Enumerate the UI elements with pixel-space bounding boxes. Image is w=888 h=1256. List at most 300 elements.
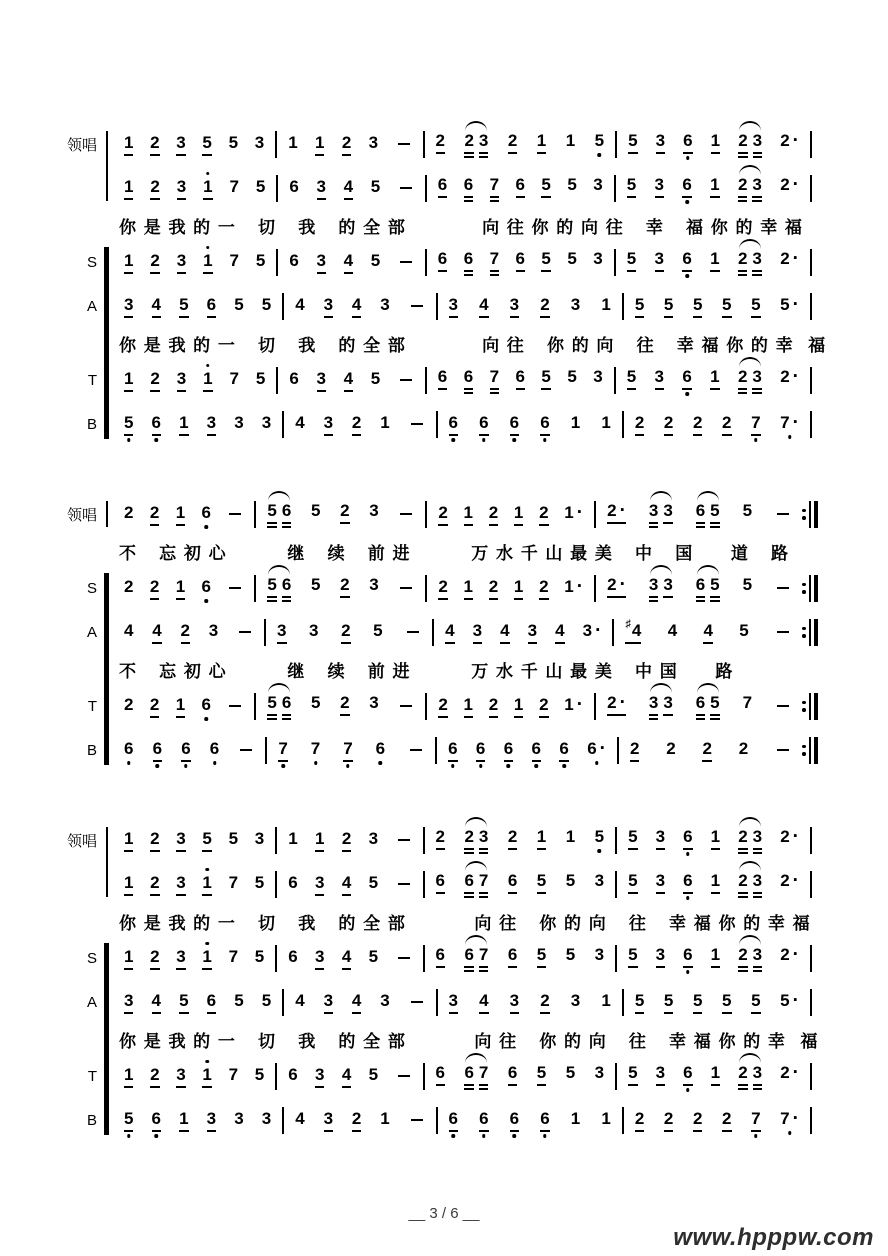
note-digit: 5: [628, 944, 638, 964]
measures-row: [106, 1107, 818, 1134]
note-digit: 3: [309, 620, 319, 640]
note-digit: 5: [179, 294, 189, 314]
note: [317, 369, 326, 392]
note: [324, 991, 333, 1014]
staff-line: [58, 122, 818, 166]
measure: [620, 617, 796, 644]
note: [539, 577, 548, 600]
note-digit: 5: [663, 294, 674, 314]
note: [289, 369, 298, 389]
note: [256, 251, 265, 271]
note-digit: 4: [479, 990, 489, 1010]
note-digit: 5: [634, 294, 645, 314]
note: [438, 503, 447, 526]
note: [635, 413, 644, 436]
note: [649, 575, 658, 602]
note: [344, 251, 353, 274]
barline: [615, 1063, 617, 1090]
note-digit: 3: [323, 412, 334, 432]
note: [311, 739, 320, 759]
note: [267, 693, 276, 720]
note: [282, 575, 291, 602]
note: [295, 295, 304, 315]
note-digit: 3: [752, 1062, 763, 1082]
end-barline: [810, 1107, 812, 1134]
measures-row: [106, 501, 818, 528]
note-digit: 1: [601, 412, 611, 432]
measures-row: [106, 945, 818, 972]
note-digit: 6: [540, 412, 550, 432]
staff-line: [58, 980, 818, 1024]
note-digit: 3: [448, 294, 458, 314]
note: [309, 621, 318, 641]
note-digit: 4: [631, 620, 642, 640]
note-digit: 5: [228, 132, 239, 152]
end-barline: [810, 293, 812, 320]
note: [479, 871, 488, 898]
barline: [265, 737, 267, 764]
staff-line: [58, 684, 818, 728]
note: [124, 829, 133, 852]
note-digit: 4: [351, 294, 362, 314]
note-digit: 3: [316, 368, 326, 388]
note: [341, 621, 350, 644]
note: [315, 1065, 324, 1088]
note-digit: 6: [435, 944, 445, 964]
note-digit: 6: [479, 1108, 489, 1128]
note: [342, 873, 351, 896]
lyrics-group: [58, 536, 818, 566]
note: [449, 1109, 458, 1132]
note-digit: 2: [340, 692, 350, 712]
note: [683, 871, 692, 894]
note: [152, 295, 161, 318]
barline: [423, 827, 425, 854]
note-digit: 2: [149, 694, 160, 714]
note-digit: 1: [513, 694, 524, 714]
measure: [602, 575, 796, 602]
note: [342, 829, 351, 852]
measure: [431, 827, 610, 854]
note: [124, 1065, 133, 1088]
note: [369, 873, 378, 893]
lyrics-group: [58, 906, 818, 936]
note-digit: 3: [315, 946, 325, 966]
note-digit: 1: [124, 368, 134, 388]
note: [751, 1109, 760, 1132]
note-digit: 2: [124, 502, 134, 522]
note: [683, 827, 692, 850]
note: [376, 739, 385, 759]
note: [229, 947, 238, 967]
note: [510, 991, 519, 1014]
note-digit: 2: [780, 248, 790, 268]
note-digit: 3: [478, 130, 489, 150]
note-digit: 3: [323, 1108, 334, 1128]
note-digit: 1: [710, 870, 721, 890]
note: [693, 295, 702, 318]
end-barline: [810, 367, 812, 394]
note: [780, 413, 799, 433]
note-digit: 4: [555, 620, 565, 640]
note: [664, 295, 673, 318]
augmentation-dot: ·: [619, 573, 626, 595]
note-digit: 2: [738, 130, 748, 150]
note: [683, 945, 692, 968]
slur-arc: [267, 575, 291, 602]
note-digit: 6: [695, 574, 706, 594]
note: [664, 991, 673, 1014]
measure: [431, 1063, 610, 1090]
note: [751, 295, 760, 318]
note: [449, 295, 458, 318]
note-digit: 3: [176, 828, 186, 848]
note: [693, 413, 702, 436]
note-digit: 5: [565, 870, 576, 890]
note-digit: 1: [565, 130, 576, 150]
note: [710, 575, 719, 602]
measure: [283, 133, 416, 156]
note-digit: 1: [710, 1062, 721, 1082]
measures-row: [106, 411, 818, 438]
note-digit: 1: [463, 694, 474, 714]
note-digit: 4: [343, 176, 354, 196]
note: [628, 1063, 637, 1086]
note: [780, 249, 799, 269]
note: [601, 991, 610, 1011]
note: [207, 1109, 216, 1132]
note: [176, 503, 185, 526]
note-digit: 4: [295, 412, 305, 432]
note-digit: 1: [710, 174, 720, 194]
note: [514, 577, 523, 600]
note: [510, 1109, 519, 1132]
note: [324, 413, 333, 436]
note-digit: 1: [288, 828, 298, 848]
note: [181, 739, 190, 762]
note: [380, 1109, 389, 1129]
note-digit: 3: [176, 946, 186, 966]
measure: [283, 829, 416, 852]
note-digit: 3: [593, 248, 603, 268]
note: [177, 177, 186, 200]
duration-dash: [400, 379, 412, 382]
note-digit: 5: [202, 132, 212, 152]
measure: [630, 1109, 804, 1132]
note-digit: 2: [607, 692, 617, 712]
note-digit: 5: [267, 574, 277, 594]
note: [124, 991, 133, 1014]
note-digit: 3: [594, 870, 605, 890]
voice-label: B: [86, 415, 97, 433]
note: [555, 621, 564, 644]
note-digit: 1: [710, 248, 720, 268]
duration-dash: [400, 587, 412, 590]
note-digit: 2: [341, 828, 352, 848]
note: [625, 617, 642, 644]
note-digit: 3: [752, 944, 763, 964]
note-digit: 4: [151, 294, 162, 314]
measure: [602, 501, 796, 528]
note: [369, 501, 378, 521]
note: [295, 1109, 304, 1129]
measures-row: [106, 619, 818, 646]
barline: [275, 131, 277, 158]
note: [464, 249, 473, 276]
note-digit: 4: [295, 1108, 305, 1128]
measure: [284, 369, 418, 392]
note: [711, 871, 720, 894]
note-digit: 5: [567, 248, 577, 268]
note: [696, 501, 705, 528]
note-digit: 2: [634, 1108, 645, 1128]
duration-dash: [411, 423, 423, 426]
barline: [254, 693, 256, 720]
note-digit: 3: [478, 826, 489, 846]
staff-line: [58, 936, 818, 980]
note-digit: 2: [780, 1062, 790, 1082]
note-digit: 3: [570, 294, 581, 314]
note: [311, 693, 320, 713]
note: [780, 1109, 799, 1129]
note: [124, 133, 133, 156]
note-digit: 6: [682, 174, 692, 194]
note: [780, 367, 799, 387]
barline: [425, 501, 427, 528]
end-barline: [810, 871, 812, 898]
measure: [119, 1065, 269, 1088]
note: [176, 577, 185, 600]
note-digit: 2: [692, 1108, 703, 1128]
note-digit: 7: [742, 692, 753, 712]
note: [738, 367, 747, 394]
note: [234, 295, 243, 315]
measures-row: [106, 871, 818, 898]
note: [473, 621, 482, 644]
note-digit: 2: [737, 248, 748, 268]
note-digit: 3: [206, 1108, 217, 1128]
note-digit: 1: [710, 826, 721, 846]
note-digit: 6: [507, 1062, 518, 1082]
note: [559, 739, 568, 762]
note-digit: 5: [751, 294, 761, 314]
measures-row: [106, 249, 818, 276]
note: [541, 367, 550, 390]
note-digit: 5: [710, 692, 720, 712]
slur-arc: [738, 945, 762, 972]
note: [593, 367, 602, 387]
barline: [622, 1107, 624, 1134]
barline: [436, 293, 438, 320]
note-digit: 1: [124, 132, 134, 152]
note: [150, 369, 159, 392]
note-digit: 5: [254, 1064, 265, 1084]
note: [696, 693, 705, 720]
lead-bracket-group: [58, 492, 818, 536]
note-digit: 2: [341, 620, 351, 640]
note-digit: 6: [463, 366, 474, 386]
barline: [614, 175, 616, 202]
note: [693, 1109, 702, 1132]
note-digit: 6: [152, 738, 163, 758]
note: [288, 133, 297, 153]
slur-arc: [464, 945, 488, 972]
note: [703, 621, 712, 644]
voice-label: A: [86, 993, 97, 1011]
note-digit: 2: [666, 738, 676, 758]
note: [541, 249, 550, 272]
note: [262, 413, 271, 433]
repeat-end-barline: [802, 693, 818, 720]
satb-bracket-group: [58, 566, 818, 772]
note-digit: 6: [435, 1062, 445, 1082]
note-digit: 5: [663, 990, 674, 1010]
note-digit: 3: [261, 412, 272, 432]
note: [449, 991, 458, 1014]
note: [710, 367, 719, 390]
note: [490, 249, 499, 276]
note-digit: 6: [463, 174, 474, 194]
note-digit: 5: [710, 574, 720, 594]
note: [649, 693, 658, 720]
voice-label: S: [86, 949, 97, 967]
note-digit: 6: [479, 412, 489, 432]
measure: [433, 175, 608, 202]
note: [289, 251, 298, 271]
note: [369, 133, 378, 153]
note-digit: 1: [124, 946, 134, 966]
note: [256, 369, 265, 389]
measure: [623, 1063, 804, 1090]
note-digit: 1: [570, 1108, 581, 1128]
note: [124, 873, 133, 896]
note: [262, 1109, 271, 1129]
note-digit: 6: [515, 174, 525, 194]
note: [124, 621, 133, 641]
note-digit: 6: [151, 1108, 162, 1128]
note-digit: 5: [626, 366, 637, 386]
note: [595, 871, 604, 891]
augmentation-dot: ·: [792, 943, 799, 965]
note-digit: 4: [351, 990, 362, 1010]
measure: [119, 133, 269, 156]
note: [663, 501, 672, 524]
note-digit: 5: [541, 174, 551, 194]
staff-line: [58, 402, 818, 446]
barline: [423, 131, 425, 158]
staff-line: [58, 358, 818, 402]
satb-bracket-group: [58, 936, 818, 1142]
measure: [622, 249, 804, 276]
measure: [623, 871, 804, 898]
note: [352, 1109, 361, 1132]
duration-dash: [400, 187, 412, 190]
note-digit: 1: [564, 502, 574, 522]
note: [510, 295, 519, 318]
measure: [623, 827, 804, 854]
note-digit: 3: [663, 500, 673, 520]
note: [780, 175, 799, 195]
note: [571, 991, 580, 1011]
note-digit: 3: [527, 620, 538, 640]
note-digit: 5: [536, 1062, 547, 1082]
measure: [431, 131, 610, 158]
augmentation-dot: ·: [792, 173, 799, 195]
note-digit: 5: [310, 692, 321, 712]
note-digit: 3: [663, 574, 673, 594]
note: [516, 367, 525, 390]
sheet-music-area: [58, 122, 826, 1188]
note-digit: 6: [515, 366, 525, 386]
voice-label: A: [86, 297, 97, 315]
note: [436, 131, 445, 154]
measures-row: [106, 367, 818, 394]
note-digit: 2: [351, 1108, 362, 1128]
note-digit: 6: [181, 738, 191, 758]
end-barline: [810, 1063, 812, 1090]
note-digit: 2: [738, 1062, 748, 1082]
note: [780, 991, 799, 1011]
note-digit: 6: [206, 294, 217, 314]
note: [343, 739, 352, 762]
note: [464, 695, 473, 718]
note-digit: 5: [628, 870, 638, 890]
note: [449, 413, 458, 436]
note: [202, 577, 211, 597]
note-digit: 4: [479, 294, 489, 314]
augmentation-dot: ·: [792, 869, 799, 891]
note: [234, 991, 243, 1011]
note: [630, 739, 639, 762]
note: [124, 413, 133, 436]
voice-label: A: [86, 623, 97, 641]
note-digit: 1: [710, 366, 720, 386]
note: [230, 177, 239, 197]
note: [722, 413, 731, 436]
voice-label: B: [86, 741, 97, 759]
slur-arc: [649, 501, 673, 528]
note: [352, 413, 361, 436]
note-digit: 5: [628, 1062, 638, 1082]
note-digit: 5: [234, 294, 244, 314]
note: [464, 367, 473, 394]
note: [255, 1065, 264, 1085]
note-digit: 5: [594, 826, 605, 846]
note-digit: 2: [341, 132, 352, 152]
measure: [444, 295, 616, 318]
note-digit: 3: [176, 872, 186, 892]
note-digit: 3: [594, 1062, 605, 1082]
note-digit: 2: [150, 250, 160, 270]
note: [571, 1109, 580, 1129]
end-barline: [810, 945, 812, 972]
note-digit: 2: [663, 1108, 674, 1128]
note-digit: 1: [570, 412, 581, 432]
note: [288, 829, 297, 849]
barline: [615, 871, 617, 898]
note: [504, 739, 513, 762]
note-digit: 3: [176, 250, 187, 270]
note-digit: 5: [255, 176, 266, 196]
note-digit: 2: [737, 174, 748, 194]
note-digit: 5: [541, 366, 551, 386]
note-digit: 2: [438, 502, 448, 522]
note-digit: 1: [601, 990, 611, 1010]
note: [595, 945, 604, 965]
barline: [276, 249, 278, 276]
note-digit: 7: [228, 872, 239, 892]
measures-row: [106, 131, 818, 158]
